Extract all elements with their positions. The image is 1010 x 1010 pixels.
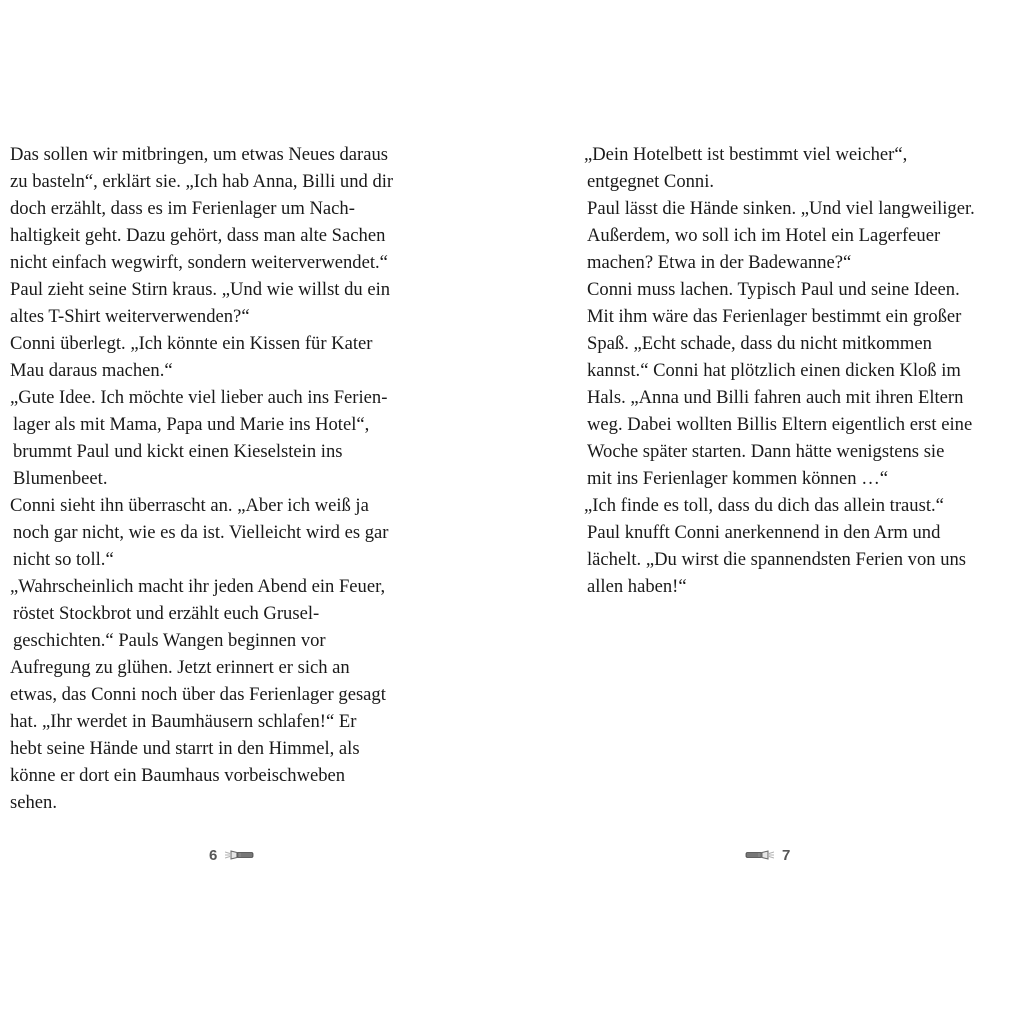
text-line: lager als mit Mama, Papa und Marie ins Hotel“, bbox=[13, 414, 370, 435]
text-line: doch erzählt, dass es im Ferienlager um Nach- bbox=[10, 198, 355, 219]
flashlight-icon bbox=[225, 849, 255, 861]
text-line: „Wahrscheinlich macht ihr jeden Abend ein Feuer, bbox=[10, 576, 386, 597]
text-line: nicht einfach wegwirft, sondern weiterverwendet.“ bbox=[10, 252, 388, 273]
text-line: könne er dort ein Baumhaus vorbeischweben bbox=[10, 765, 346, 786]
text-line: Das sollen wir mitbringen, um etwas Neues daraus bbox=[10, 144, 388, 165]
right-page-text bbox=[584, 141, 1004, 600]
left-page bbox=[10, 141, 450, 816]
text-line: Mit ihm wäre das Ferienlager bestimmt ein großer bbox=[587, 306, 962, 327]
text-line: nicht so toll.“ bbox=[13, 549, 114, 570]
text-line: Conni muss lachen. Typisch Paul und seine Ideen. bbox=[587, 279, 960, 300]
text-line: „Ich finde es toll, dass du dich das allein traust.“ bbox=[584, 495, 944, 516]
text-line: zu basteln“, erklärt sie. „Ich hab Anna, Billi und dir bbox=[10, 171, 394, 192]
right-page bbox=[584, 141, 1004, 600]
text-line: haltigkeit geht. Dazu gehört, dass man alte Sachen bbox=[10, 225, 386, 246]
text-line: röstet Stockbrot und erzählt euch Grusel- bbox=[13, 603, 320, 624]
text-line: brummt Paul und kickt einen Kieselstein ins bbox=[13, 441, 343, 462]
text-line: sehen. bbox=[10, 792, 57, 813]
text-line: allen haben!“ bbox=[587, 576, 687, 597]
text-line: Außerdem, wo soll ich im Hotel ein Lagerfeuer bbox=[587, 225, 941, 246]
flashlight-icon bbox=[744, 849, 774, 861]
text-line: geschichten.“ Pauls Wangen beginnen vor bbox=[13, 630, 326, 651]
text-line: Conni sieht ihn überrascht an. „Aber ich weiß ja bbox=[10, 495, 369, 516]
page-number-left bbox=[209, 843, 255, 867]
text-line: hebt seine Hände und starrt in den Himmel, als bbox=[10, 738, 360, 759]
page-number-right bbox=[744, 843, 790, 867]
text-line: mit ins Ferienlager kommen können …“ bbox=[587, 468, 889, 489]
left-page-text bbox=[10, 141, 450, 816]
text-line: hat. „Ihr werdet in Baumhäusern schlafen!“ Er bbox=[10, 711, 357, 732]
text-line: Paul lässt die Hände sinken. „Und viel langweiliger. bbox=[587, 198, 975, 219]
text-line: noch gar nicht, wie es da ist. Vielleicht wird es gar bbox=[13, 522, 389, 543]
text-line: lächelt. „Du wirst die spannendsten Ferien von uns bbox=[587, 549, 967, 570]
text-line: Paul knufft Conni anerkennend in den Arm und bbox=[587, 522, 941, 543]
text-line: Aufregung zu glühen. Jetzt erinnert er sich an bbox=[10, 657, 350, 678]
text-line: Paul zieht seine Stirn kraus. „Und wie willst du ein bbox=[10, 279, 391, 300]
text-line: entgegnet Conni. bbox=[587, 171, 715, 192]
text-line: etwas, das Conni noch über das Ferienlager gesagt bbox=[10, 684, 386, 705]
text-line: Blumenbeet. bbox=[13, 468, 108, 489]
page-number-label: 7 bbox=[782, 846, 791, 864]
page-number-label: 6 bbox=[209, 846, 218, 864]
text-line: „Dein Hotelbett ist bestimmt viel weicher“, bbox=[584, 144, 908, 165]
text-line: Spaß. „Echt schade, dass du nicht mitkommen bbox=[587, 333, 932, 354]
text-line: Hals. „Anna und Billi fahren auch mit ihren Eltern bbox=[587, 387, 964, 408]
text-line: „Gute Idee. Ich möchte viel lieber auch ins Ferien- bbox=[10, 387, 388, 408]
text-line: machen? Etwa in der Badewanne?“ bbox=[587, 252, 852, 273]
text-line: altes T-Shirt weiterverwenden?“ bbox=[10, 306, 250, 327]
text-line: kannst.“ Conni hat plötzlich einen dicken Kloß im bbox=[587, 360, 961, 381]
text-line: weg. Dabei wollten Billis Eltern eigentlich erst eine bbox=[587, 414, 973, 435]
text-line: Conni überlegt. „Ich könnte ein Kissen für Kater bbox=[10, 333, 373, 354]
text-line: Woche später starten. Dann hätte wenigstens sie bbox=[587, 441, 945, 462]
text-line: Mau daraus machen.“ bbox=[10, 360, 173, 381]
